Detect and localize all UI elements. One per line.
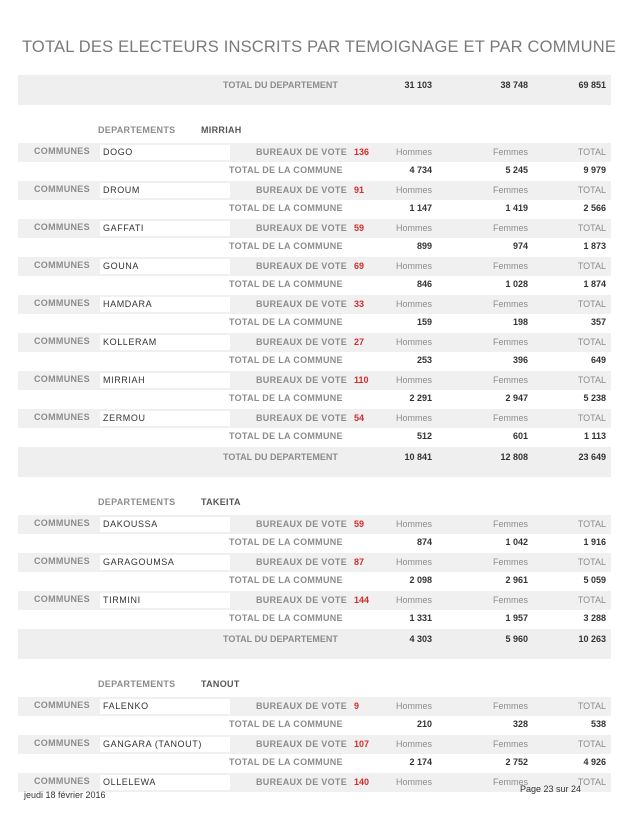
hommes-header: Hommes (395, 261, 432, 271)
commune-name-cell (100, 555, 230, 570)
commune-total-label: TOTAL DE LA COMMUNE (229, 613, 343, 623)
commune-total-hommes: 4 734 (409, 165, 432, 175)
communes-label: COMMUNES (34, 412, 90, 422)
department-header (18, 667, 611, 697)
bureaux-label: BUREAUX DE VOTE (256, 739, 348, 749)
hommes-header: Hommes (395, 337, 432, 347)
commune-total-total: 3 288 (583, 613, 606, 623)
total-header: TOTAL (577, 701, 606, 711)
communes-label: COMMUNES (34, 184, 90, 194)
bureaux-label: BUREAUX DE VOTE (256, 375, 348, 385)
commune-name-cell (100, 775, 230, 790)
femmes-header: Femmes (492, 701, 528, 711)
bureaux-label: BUREAUX DE VOTE (256, 337, 348, 347)
department-name: TAKEITA (201, 497, 241, 507)
bureaux-count: 140 (354, 777, 370, 787)
communes-label: COMMUNES (34, 374, 90, 384)
commune-name: GOUNA (103, 261, 140, 271)
femmes-header: Femmes (492, 147, 528, 157)
department-total-femmes: 5 960 (505, 634, 528, 644)
commune-total-label: TOTAL DE LA COMMUNE (229, 431, 343, 441)
commune-block (18, 333, 611, 371)
femmes-header: Femmes (492, 337, 528, 347)
commune-total-label: TOTAL DE LA COMMUNE (229, 355, 343, 365)
commune-total-total: 1 916 (583, 537, 606, 547)
commune-name-cell (100, 699, 230, 714)
commune-total-hommes: 1 331 (409, 613, 432, 623)
department-total-label: TOTAL DU DEPARTEMENT (223, 452, 338, 462)
femmes-header: Femmes (492, 261, 528, 271)
commune-name: GANGARA (TANOUT) (103, 739, 202, 749)
commune-total-hommes: 1 147 (409, 203, 432, 213)
commune-total-femmes: 2 961 (505, 575, 528, 585)
commune-block (18, 553, 611, 591)
commune-total-hommes: 210 (416, 719, 432, 729)
femmes-header: Femmes (492, 299, 528, 309)
department-total-row (18, 629, 611, 659)
femmes-header: Femmes (492, 413, 528, 423)
commune-total-total: 538 (590, 719, 606, 729)
commune-total-hommes: 899 (416, 241, 432, 251)
commune-total-total: 1 113 (583, 431, 606, 441)
commune-block (18, 257, 611, 295)
commune-total-label: TOTAL DE LA COMMUNE (229, 203, 343, 213)
commune-total-femmes: 328 (512, 719, 528, 729)
commune-name-cell (100, 297, 230, 312)
commune-name: OLLELEWA (103, 777, 156, 787)
commune-total-hommes: 512 (416, 431, 432, 441)
bureaux-count: 144 (354, 595, 370, 605)
total-header: TOTAL (577, 413, 606, 423)
footer-date: jeudi 18 février 2016 (24, 790, 106, 800)
commune-total-hommes: 253 (416, 355, 432, 365)
commune-name: DOGO (103, 147, 133, 157)
hommes-header: Hommes (395, 185, 432, 195)
commune-total-femmes: 5 245 (505, 165, 528, 175)
commune-total-total: 9 979 (583, 165, 606, 175)
communes-label: COMMUNES (34, 556, 90, 566)
commune-total-label: TOTAL DE LA COMMUNE (229, 537, 343, 547)
commune-block (18, 515, 611, 553)
total-header: TOTAL (577, 777, 606, 787)
commune-name-cell (100, 737, 230, 752)
bureaux-label: BUREAUX DE VOTE (256, 413, 348, 423)
commune-name: MIRRIAH (103, 375, 146, 385)
femmes-header: Femmes (492, 777, 528, 787)
bureaux-count: 54 (354, 413, 365, 423)
communes-label: COMMUNES (34, 594, 90, 604)
commune-total-total: 5 238 (583, 393, 606, 403)
femmes-header: Femmes (492, 595, 528, 605)
commune-total-femmes: 2 947 (505, 393, 528, 403)
commune-block (18, 295, 611, 333)
department-total-label: TOTAL DU DEPARTEMENT (223, 80, 338, 90)
department-header (18, 113, 611, 143)
communes-label: COMMUNES (34, 146, 90, 156)
department-header (18, 485, 611, 515)
commune-name: GARAGOUMSA (103, 557, 175, 567)
department-total-label: TOTAL DU DEPARTEMENT (223, 634, 338, 644)
hommes-header: Hommes (395, 147, 432, 157)
commune-total-hommes: 874 (416, 537, 432, 547)
total-header: TOTAL (577, 223, 606, 233)
departements-label: DEPARTEMENTS (98, 497, 176, 507)
bureaux-label: BUREAUX DE VOTE (256, 147, 348, 157)
commune-name: DAKOUSSA (103, 519, 158, 529)
hommes-header: Hommes (395, 375, 432, 385)
femmes-header: Femmes (492, 185, 528, 195)
department-total-total: 69 851 (578, 80, 606, 90)
commune-total-total: 1 874 (583, 279, 606, 289)
commune-block (18, 409, 611, 447)
department-total-hommes: 31 103 (404, 80, 432, 90)
communes-label: COMMUNES (34, 738, 90, 748)
commune-total-femmes: 1 028 (505, 279, 528, 289)
commune-block (18, 219, 611, 257)
bureaux-label: BUREAUX DE VOTE (256, 595, 348, 605)
commune-total-hommes: 2 174 (409, 757, 432, 767)
bureaux-count: 87 (354, 557, 365, 567)
commune-name-cell (100, 145, 230, 160)
hommes-header: Hommes (395, 519, 432, 529)
commune-total-total: 649 (590, 355, 606, 365)
total-header: TOTAL (577, 261, 606, 271)
bureaux-count: 69 (354, 261, 365, 271)
communes-label: COMMUNES (34, 298, 90, 308)
total-header: TOTAL (577, 185, 606, 195)
total-header: TOTAL (577, 739, 606, 749)
commune-name-cell (100, 593, 230, 608)
communes-label: COMMUNES (34, 518, 90, 528)
commune-total-femmes: 601 (512, 431, 528, 441)
commune-total-hommes: 2 098 (409, 575, 432, 585)
hommes-header: Hommes (395, 595, 432, 605)
commune-name: FALENKO (103, 701, 149, 711)
bureaux-count: 9 (354, 701, 360, 711)
commune-name-cell (100, 373, 230, 388)
communes-label: COMMUNES (34, 222, 90, 232)
total-header: TOTAL (577, 557, 606, 567)
hommes-header: Hommes (395, 299, 432, 309)
hommes-header: Hommes (395, 777, 432, 787)
bureaux-label: BUREAUX DE VOTE (256, 299, 348, 309)
femmes-header: Femmes (492, 739, 528, 749)
commune-total-hommes: 159 (416, 317, 432, 327)
bureaux-label: BUREAUX DE VOTE (256, 777, 348, 787)
hommes-header: Hommes (395, 223, 432, 233)
bureaux-count: 110 (354, 375, 369, 385)
commune-block (18, 181, 611, 219)
department-total-femmes: 12 808 (500, 452, 528, 462)
commune-name: ZERMOU (103, 413, 146, 423)
femmes-header: Femmes (492, 557, 528, 567)
electors-table (18, 75, 611, 792)
commune-total-label: TOTAL DE LA COMMUNE (229, 317, 343, 327)
bureaux-count: 27 (354, 337, 365, 347)
total-header: TOTAL (577, 147, 606, 157)
commune-total-femmes: 2 752 (505, 757, 528, 767)
bureaux-label: BUREAUX DE VOTE (256, 185, 348, 195)
commune-total-femmes: 1 042 (505, 537, 528, 547)
departements-label: DEPARTEMENTS (98, 125, 176, 135)
department-total-hommes: 10 841 (404, 452, 432, 462)
department-total-row (18, 75, 611, 105)
communes-label: COMMUNES (34, 336, 90, 346)
commune-name-cell (100, 183, 230, 198)
commune-block (18, 143, 611, 181)
commune-total-total: 1 873 (583, 241, 606, 251)
bureaux-label: BUREAUX DE VOTE (256, 223, 348, 233)
commune-name: DROUM (103, 185, 140, 195)
bureaux-count: 107 (354, 739, 370, 749)
total-header: TOTAL (577, 337, 606, 347)
hommes-header: Hommes (395, 739, 432, 749)
commune-block (18, 697, 611, 735)
commune-total-label: TOTAL DE LA COMMUNE (229, 279, 343, 289)
communes-label: COMMUNES (34, 700, 90, 710)
hommes-header: Hommes (395, 557, 432, 567)
department-total-femmes: 38 748 (500, 80, 528, 90)
commune-name: GAFFATI (103, 223, 145, 233)
department-name: MIRRIAH (201, 125, 242, 135)
commune-total-hommes: 846 (416, 279, 432, 289)
commune-name-cell (100, 411, 230, 426)
commune-total-label: TOTAL DE LA COMMUNE (229, 241, 343, 251)
commune-name-cell (100, 517, 230, 532)
commune-total-total: 5 059 (583, 575, 606, 585)
department-total-row (18, 447, 611, 477)
bureaux-label: BUREAUX DE VOTE (256, 701, 348, 711)
commune-total-femmes: 1 419 (505, 203, 528, 213)
commune-total-total: 4 926 (583, 757, 606, 767)
bureaux-label: BUREAUX DE VOTE (256, 519, 348, 529)
bureaux-count: 136 (354, 147, 370, 157)
communes-label: COMMUNES (34, 260, 90, 270)
hommes-header: Hommes (395, 413, 432, 423)
femmes-header: Femmes (492, 375, 528, 385)
commune-block (18, 735, 611, 773)
commune-name-cell (100, 259, 230, 274)
bureaux-count: 59 (354, 519, 365, 529)
total-header: TOTAL (577, 595, 606, 605)
department-total-total: 23 649 (578, 452, 606, 462)
commune-block (18, 591, 611, 629)
commune-total-label: TOTAL DE LA COMMUNE (229, 165, 343, 175)
bureaux-label: BUREAUX DE VOTE (256, 557, 348, 567)
femmes-header: Femmes (492, 519, 528, 529)
commune-name-cell (100, 221, 230, 236)
total-header: TOTAL (577, 299, 606, 309)
commune-total-femmes: 396 (512, 355, 528, 365)
bureaux-count: 33 (354, 299, 365, 309)
commune-total-total: 2 566 (583, 203, 606, 213)
commune-total-hommes: 2 291 (409, 393, 432, 403)
page-title: TOTAL DES ELECTEURS INSCRITS PAR TEMOIGNAGE ET PAR COMMUNE (21, 38, 617, 56)
communes-label: COMMUNES (34, 776, 90, 786)
commune-total-label: TOTAL DE LA COMMUNE (229, 757, 343, 767)
commune-total-label: TOTAL DE LA COMMUNE (229, 393, 343, 403)
total-header: TOTAL (577, 519, 606, 529)
bureaux-count: 91 (354, 185, 365, 195)
femmes-header: Femmes (492, 223, 528, 233)
commune-total-label: TOTAL DE LA COMMUNE (229, 719, 343, 729)
bureaux-count: 59 (354, 223, 365, 233)
department-total-total: 10 263 (578, 634, 606, 644)
bureaux-label: BUREAUX DE VOTE (256, 261, 348, 271)
commune-name: HAMDARA (103, 299, 153, 309)
commune-name-cell (100, 335, 230, 350)
total-header: TOTAL (577, 375, 606, 385)
commune-total-total: 357 (590, 317, 606, 327)
commune-name: KOLLERAM (103, 337, 157, 347)
hommes-header: Hommes (395, 701, 432, 711)
commune-name: TIRMINI (103, 595, 141, 605)
commune-total-label: TOTAL DE LA COMMUNE (229, 575, 343, 585)
commune-total-femmes: 198 (512, 317, 528, 327)
departements-label: DEPARTEMENTS (98, 679, 176, 689)
commune-total-femmes: 1 957 (505, 613, 528, 623)
footer-page: Page 23 sur 24 (520, 784, 582, 794)
department-total-hommes: 4 303 (409, 634, 432, 644)
department-name: TANOUT (201, 679, 240, 689)
commune-block (18, 371, 611, 409)
commune-total-femmes: 974 (512, 241, 528, 251)
